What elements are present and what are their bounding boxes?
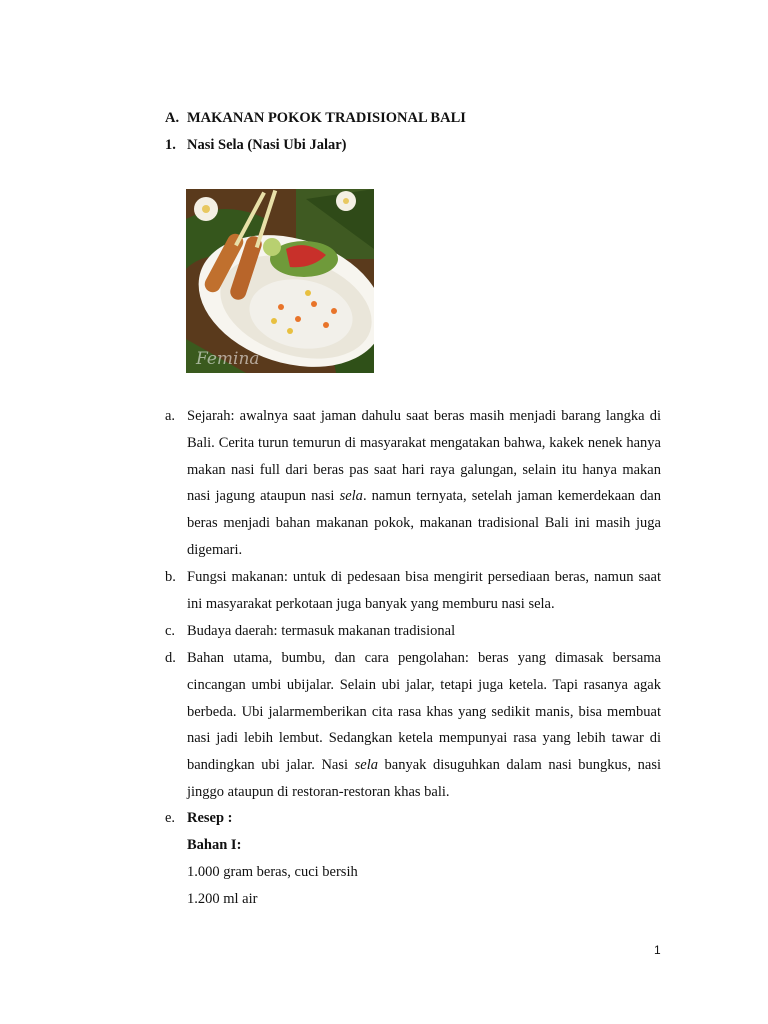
section-heading [165,110,466,127]
item-marker: e. [165,810,176,826]
item-marker: a. [165,408,176,424]
recipe-heading: Bahan I: [187,837,242,853]
item-marker: c. [165,623,176,639]
item-text: Budaya daerah: termasuk makanan tradisional [187,623,456,639]
recipe-line: 1.200 ml air [187,891,258,907]
item-text: Resep : [187,810,233,826]
nasi-sela-photo [186,189,374,373]
page-number: 1 [654,943,661,957]
photo-watermark: Femina [196,349,260,369]
list-item-c [165,618,661,645]
item-marker: b. [165,569,176,585]
section-title: MAKANAN POKOK TRADISIONAL BALI [187,110,466,126]
subsection-marker: 1. [165,137,176,153]
item-text: Bahan utama, bumbu, dan cara pengolahan: beras yang dimasak bersama cincangan umbi ubijalar. Selain ubi jalar, tetapi juga ketela. Tapi rasanya agak berbeda. Ubi jalarmemberikan cita rasa khas yang sedikit manis, bisa membuat nasi jadi lebih lembut. Sedangkan ketela mempunyai rasa yang lebih tawar di bandingkan ubi jalar. Nasi sela banyak disuguhkan dalam nasi bungkus, nasi jinggo ataupun di restoran-restoran khas bali. [187,650,662,800]
list-item-b [165,564,661,618]
subsection-title: Nasi Sela (Nasi Ubi Jalar) [187,137,347,153]
item-text: Fungsi makanan: untuk di pedesaan bisa mengirit persediaan beras, namun saat ini masyarakat perkotaan juga banyak yang memburu nasi sela. [187,569,661,612]
subsection-heading [165,137,347,154]
item-marker: d. [165,650,176,666]
list-item-d [165,645,661,806]
item-text: Sejarah: awalnya saat jaman dahulu saat beras masih menjadi barang langka di Bali. Cerita turun temurun di masyarakat mengatakan bahwa, kakek nenek hanya makan nasi full dari beras pas saat hari raya galungan, selain itu hanya makan nasi jagung ataupun nasi sela. namun ternyata, setelah jaman kemerdekaan dan beras menjadi bahan makanan pokok, makanan tradisional Bali ini masih juga digemari. [187,408,661,558]
list-item-a [165,403,661,564]
recipe-line: 1.000 gram beras, cuci bersih [187,864,358,880]
section-marker: A. [165,110,180,126]
list-item-e [165,805,661,832]
